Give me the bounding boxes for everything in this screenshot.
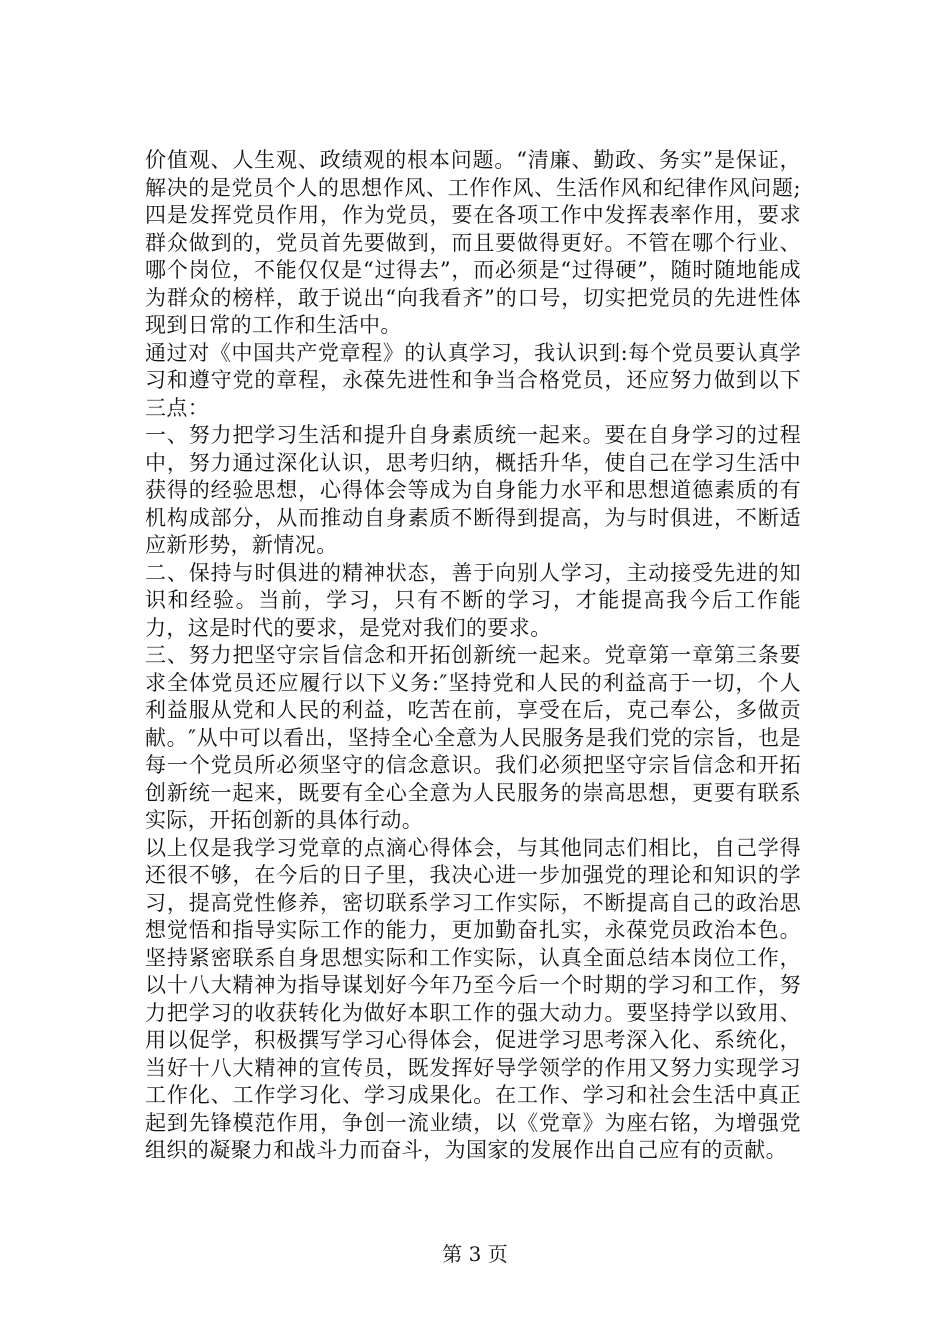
paragraph-2: 通过对《中国共产党章程》的认真学习，我认识到:每个党员要认真学习和遵守党的章程，永葆先进性和争当合格党员，还应努力做到以下三点： bbox=[145, 340, 801, 420]
paragraph-3: 一、努力把学习生活和提升自身素质统一起来。要在自身学习的过程中，努力通过深化认识，思考归纳，概括升华，使自己在学习生活中获得的经验思想，心得体会等成为自身能力水平和思想道德素质的有机构成部分，从而推动自身素质不断得到提高，为与时俱进，不断适应新形势，新情况。 bbox=[145, 423, 801, 557]
document-body bbox=[145, 147, 801, 1165]
page-number-footer: 第 3 页 bbox=[442, 1242, 508, 1266]
paragraph-1: 价值观、人生观、政绩观的根本问题。“清廉、勤政、务实”是保证，解决的是党员个人的思想作风、工作作风、生活作风和纪律作风问题;四是发挥党员作用，作为党员，要在各项工作中发挥表率作用，要求群众做到的，党员首先要做到，而且要做得更好。不管在哪个行业、哪个岗位，不能仅仅是“过得去”，而必须是“过得硬”，随时随地能成为群众的榜样，敢于说出“向我看齐”的口号，切实把党员的先进性体现到日常的工作和生活中。 bbox=[145, 148, 801, 337]
paragraph-6: 以上仅是我学习党章的点滴心得体会，与其他同志们相比，自己学得还很不够，在今后的日子里，我决心进一步加强党的理论和知识的学习，提高党性修养，密切联系学习工作实际，不断提高自己的政治思想觉悟和指导实际工作的能力，更加勤奋扎实，永葆党员政治本色。坚持紧密联系自身思想实际和工作实际，认真全面总结本岗位工作，以十八大精神为指导谋划好今年乃至今后一个时期的学习和工作，努力把学习的收获转化为做好本职工作的强大动力。要坚持学以致用、用以促学，积极撰写学习心得体会，促进学习思考深入化、系统化，当好十八大精神的宣传员，既发挥好导学领学的作用又努力实现学习工作化、工作学习化、学习成果化。在工作、学习和社会生活中真正起到先锋模范作用，争创一流业绩，以《党章》为座右铭，为增强党组织的凝聚力和战斗力而奋斗，为国家的发展作出自己应有的贡献。 bbox=[145, 835, 801, 1162]
paragraph-5: 三、努力把坚守宗旨信念和开拓创新统一起来。党章第一章第三条要求全体党员还应履行以下义务:″坚持党和人民的利益高于一切，个人利益服从党和人民的利益，吃苦在前，享受在后，克己奉公，多做贡献。″从中可以看出，坚持全心全意为人民服务是我们党的宗旨，也是每一个党员所必须坚守的信念意识。我们必须把坚守宗旨信念和开拓创新统一起来，既要有全心全意为人民服务的崇高思想，更要有联系实际，开拓创新的具体行动。 bbox=[145, 643, 801, 832]
paragraph-4: 二、保持与时俱进的精神状态，善于向别人学习，主动接受先进的知识和经验。当前，学习，只有不断的学习，才能提高我今后工作能力，这是时代的要求，是党对我们的要求。 bbox=[145, 560, 801, 640]
